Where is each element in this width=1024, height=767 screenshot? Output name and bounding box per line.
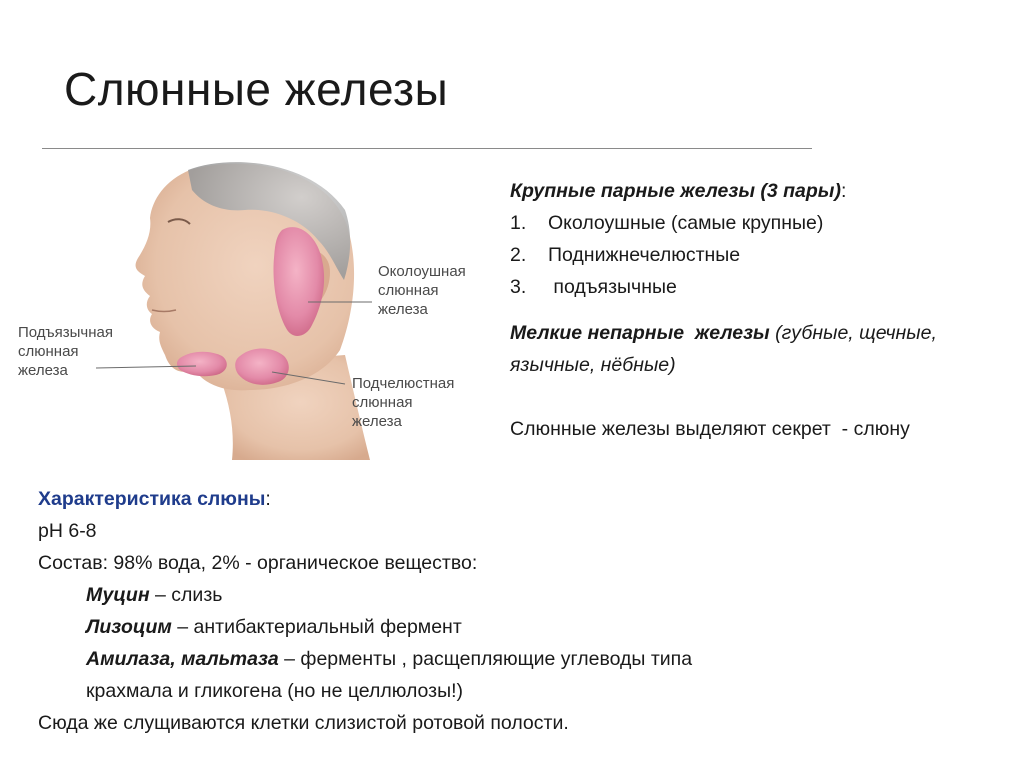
small-glands-heading: Мелкие непарные железы <box>510 322 770 344</box>
component-desc: – слизь <box>149 584 223 606</box>
small-glands-detail: (губные, щечные, язычные, нёбные) <box>510 322 937 376</box>
list-item-number: 1. <box>510 212 527 234</box>
ph-value: pH 6-8 <box>38 520 97 542</box>
list-item-text: подъязычные <box>548 276 677 298</box>
head-anatomy-illustration <box>0 160 500 460</box>
large-glands-list <box>510 207 970 303</box>
sublingual-gland-label: Подъязычная слюнная железа <box>18 324 113 379</box>
page-title: Слюнные железы <box>64 63 449 115</box>
gland-types-panel <box>510 175 970 445</box>
component-item <box>38 611 998 643</box>
component-term: Муцин <box>86 584 150 606</box>
saliva-heading: Характеристика слюны <box>38 488 266 510</box>
saliva-heading-colon: : <box>265 488 271 510</box>
submandibular-gland-label: Подчелюстная слюнная железа <box>352 375 455 430</box>
component-item <box>38 643 998 675</box>
title-divider <box>42 148 812 149</box>
list-item-number: 3. <box>510 276 527 298</box>
list-item-text: Поднижнечелюстные <box>548 244 741 266</box>
component-desc: – антибактериальный фермент <box>171 616 462 638</box>
spacer <box>510 381 970 413</box>
component-term: Лизоцим <box>86 616 172 638</box>
large-glands-colon: : <box>840 180 847 202</box>
spacer <box>510 303 970 317</box>
secretion-text: Слюнные железы выделяют секрет - слюну <box>510 418 910 440</box>
small-glands-paragraph <box>510 317 970 381</box>
composition-text: Состав: 98% вода, 2% - органическое вещество: <box>38 552 478 574</box>
list-item <box>510 271 970 303</box>
component-term: Амилаза, мальтаза <box>86 648 279 670</box>
list-item <box>510 207 970 239</box>
final-note: Сюда же слущиваются клетки слизистой ротовой полости. <box>38 712 569 734</box>
list-item-text: Околоушные (самые крупные) <box>548 212 824 234</box>
saliva-characteristics <box>38 483 998 739</box>
saliva-heading-line <box>38 483 998 515</box>
large-glands-heading: Крупные парные железы (3 пары) <box>510 180 841 202</box>
component-desc: – ферменты , расщепляющие углеводы типа <box>278 648 693 670</box>
list-item-number: 2. <box>510 244 527 266</box>
list-item <box>510 239 970 271</box>
large-glands-heading-line <box>510 175 970 207</box>
component-continuation: крахмала и гликогена (но не целлюлозы!) <box>86 680 464 702</box>
parotid-gland-label: Околоушная слюнная железа <box>378 263 466 318</box>
component-item <box>38 579 998 611</box>
